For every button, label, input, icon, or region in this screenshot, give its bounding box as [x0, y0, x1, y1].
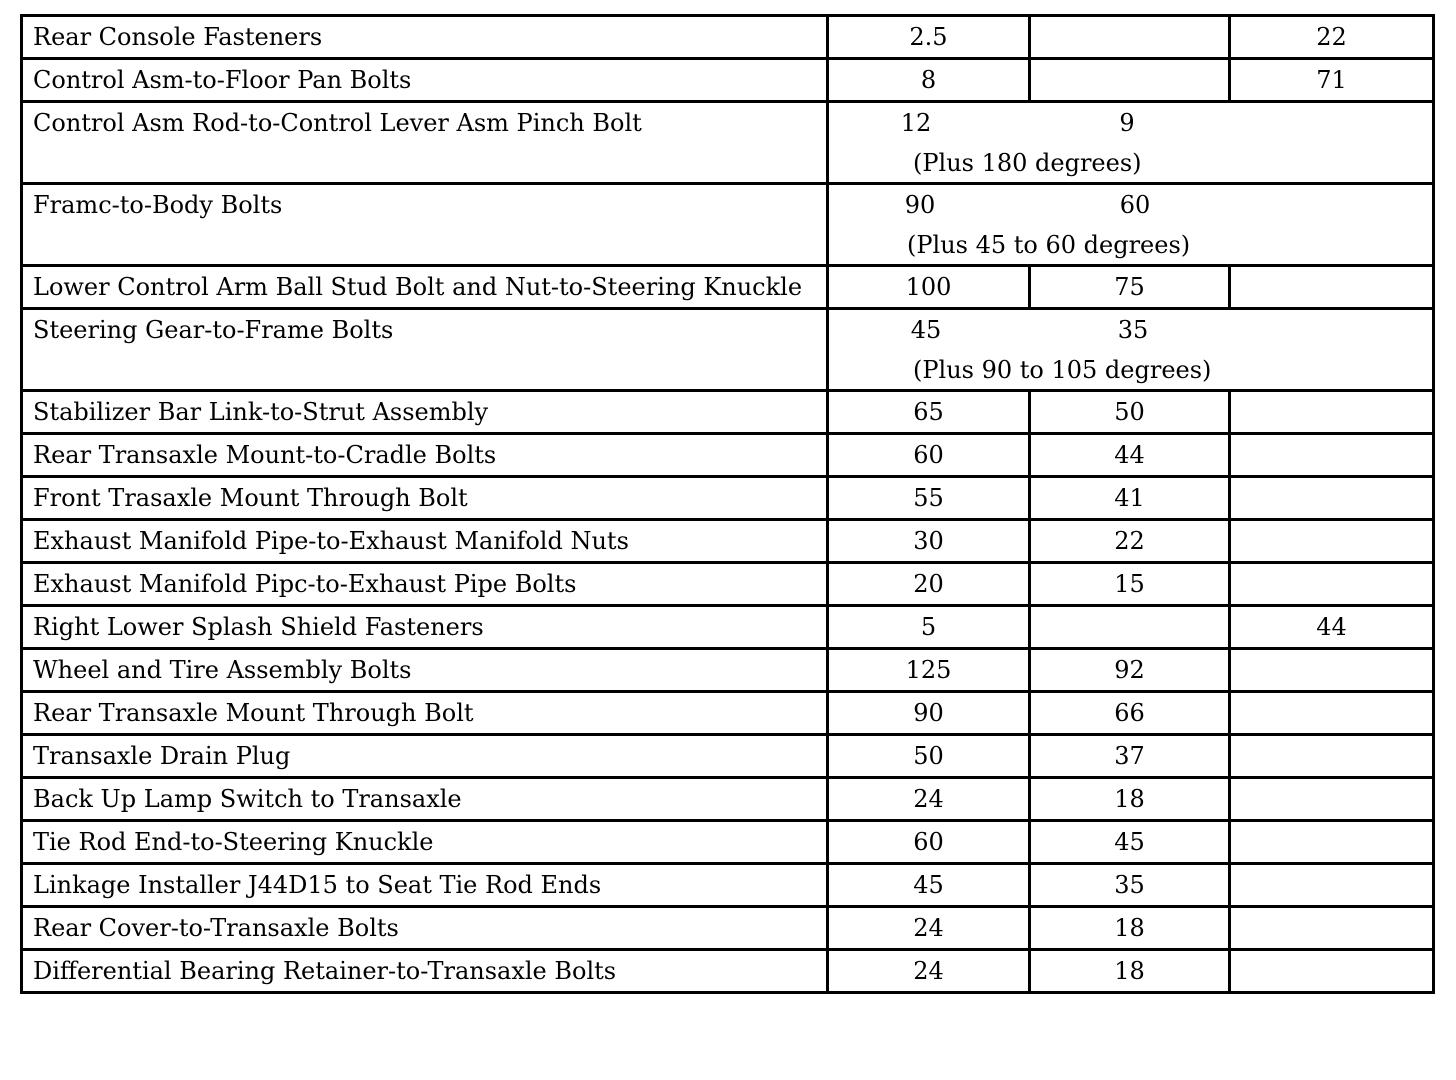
english-ft-value: 35: [1117, 316, 1149, 344]
english-ft-value: 45: [1030, 821, 1230, 864]
table-row: [22, 102, 1434, 184]
english-in-value: [1230, 907, 1434, 950]
table-row: [22, 606, 1434, 649]
metric-value: 55: [828, 477, 1030, 520]
metric-value: 90: [904, 191, 936, 219]
english-in-value: [1230, 391, 1434, 434]
metric-value: 100: [828, 266, 1030, 309]
fastener-label: Rear Transaxle Mount Through Bolt: [22, 692, 828, 735]
english-ft-value: 41: [1030, 477, 1230, 520]
english-in-value: [1230, 821, 1434, 864]
table-row: [22, 563, 1434, 606]
table-row: [22, 266, 1434, 309]
metric-value: 60: [828, 821, 1030, 864]
metric-value: 90: [828, 692, 1030, 735]
metric-value: 5: [828, 606, 1030, 649]
fastener-label: Differential Bearing Retainer-to-Transaxle Bolts: [22, 950, 828, 993]
english-ft-value: 35: [1030, 864, 1230, 907]
torque-angle-note: (Plus 45 to 60 degrees): [907, 231, 1191, 259]
fastener-label: Control Asm Rod-to-Control Lever Asm Pinch Bolt: [22, 102, 828, 184]
fastener-label: Tie Rod End-to-Steering Knuckle: [22, 821, 828, 864]
english-in-value: [1230, 520, 1434, 563]
fastener-label: Framc-to-Body Bolts: [22, 184, 828, 266]
fastener-label: Transaxle Drain Plug: [22, 735, 828, 778]
english-ft-value: 18: [1030, 907, 1230, 950]
table-row: [22, 520, 1434, 563]
metric-value: 45: [828, 864, 1030, 907]
english-in-value: [1230, 778, 1434, 821]
english-in-value: [1230, 266, 1434, 309]
english-ft-value: 18: [1030, 778, 1230, 821]
english-in-value: [1230, 649, 1434, 692]
table-row: [22, 907, 1434, 950]
fastener-label: Right Lower Splash Shield Fasteners: [22, 606, 828, 649]
metric-value: 65: [828, 391, 1030, 434]
metric-value: 12: [900, 109, 932, 137]
table-row: [22, 692, 1434, 735]
fastener-label: Lower Control Arm Ball Stud Bolt and Nut-to-Steering Knuckle: [22, 266, 828, 309]
metric-value: 30: [828, 520, 1030, 563]
fastener-label: Exhaust Manifold Pipe-to-Exhaust Manifold Nuts: [22, 520, 828, 563]
english-in-value: [1230, 735, 1434, 778]
merged-value-cell: [828, 102, 1434, 184]
fastener-label: Rear Transaxle Mount-to-Cradle Bolts: [22, 434, 828, 477]
table-row: [22, 16, 1434, 59]
fastener-label: Rear Cover-to-Transaxle Bolts: [22, 907, 828, 950]
metric-value: 50: [828, 735, 1030, 778]
metric-value: 24: [828, 950, 1030, 993]
fastener-label: Steering Gear-to-Frame Bolts: [22, 309, 828, 391]
table-row: [22, 434, 1434, 477]
table-row: [22, 309, 1434, 391]
fastener-label: Rear Console Fasteners: [22, 16, 828, 59]
merged-value-cell: [828, 309, 1434, 391]
metric-value: 24: [828, 907, 1030, 950]
table-row: [22, 821, 1434, 864]
fastener-label: Wheel and Tire Assembly Bolts: [22, 649, 828, 692]
english-ft-value: 75: [1030, 266, 1230, 309]
english-ft-value: 9: [1119, 109, 1135, 137]
english-in-value: [1230, 864, 1434, 907]
table-row: [22, 391, 1434, 434]
metric-value: 2.5: [828, 16, 1030, 59]
table-row: [22, 649, 1434, 692]
table-row: [22, 864, 1434, 907]
english-ft-value: 44: [1030, 434, 1230, 477]
table-row: [22, 735, 1434, 778]
table-row: [22, 184, 1434, 266]
metric-value: 20: [828, 563, 1030, 606]
metric-value: 60: [828, 434, 1030, 477]
fastener-label: Front Trasaxle Mount Through Bolt: [22, 477, 828, 520]
fastener-label: Control Asm-to-Floor Pan Bolts: [22, 59, 828, 102]
table-row: [22, 59, 1434, 102]
torque-angle-note: (Plus 180 degrees): [913, 149, 1142, 177]
metric-value: 45: [910, 316, 942, 344]
table-row: [22, 950, 1434, 993]
english-ft-value: 37: [1030, 735, 1230, 778]
fastener-label: Exhaust Manifold Pipc-to-Exhaust Pipe Bolts: [22, 563, 828, 606]
english-in-value: 44: [1230, 606, 1434, 649]
english-in-value: [1230, 477, 1434, 520]
english-ft-value: 66: [1030, 692, 1230, 735]
english-ft-value: 50: [1030, 391, 1230, 434]
metric-value: 8: [828, 59, 1030, 102]
english-in-value: [1230, 563, 1434, 606]
table-row: [22, 778, 1434, 821]
english-ft-value: 18: [1030, 950, 1230, 993]
merged-value-cell: [828, 184, 1434, 266]
english-ft-value: 15: [1030, 563, 1230, 606]
metric-value: 125: [828, 649, 1030, 692]
english-in-value: 71: [1230, 59, 1434, 102]
fastener-label: Linkage Installer J44D15 to Seat Tie Rod Ends: [22, 864, 828, 907]
fastener-label: Stabilizer Bar Link-to-Strut Assembly: [22, 391, 828, 434]
fastener-label: Back Up Lamp Switch to Transaxle: [22, 778, 828, 821]
english-in-value: [1230, 692, 1434, 735]
english-ft-value: 92: [1030, 649, 1230, 692]
english-ft-value: 60: [1119, 191, 1151, 219]
english-in-value: [1230, 950, 1434, 993]
torque-angle-note: (Plus 90 to 105 degrees): [913, 356, 1212, 384]
english-ft-value: [1030, 606, 1230, 649]
torque-spec-table: [20, 14, 1435, 994]
english-ft-value: [1030, 16, 1230, 59]
table-row: [22, 477, 1434, 520]
english-ft-value: [1030, 59, 1230, 102]
english-in-value: 22: [1230, 16, 1434, 59]
english-in-value: [1230, 434, 1434, 477]
metric-value: 24: [828, 778, 1030, 821]
english-ft-value: 22: [1030, 520, 1230, 563]
